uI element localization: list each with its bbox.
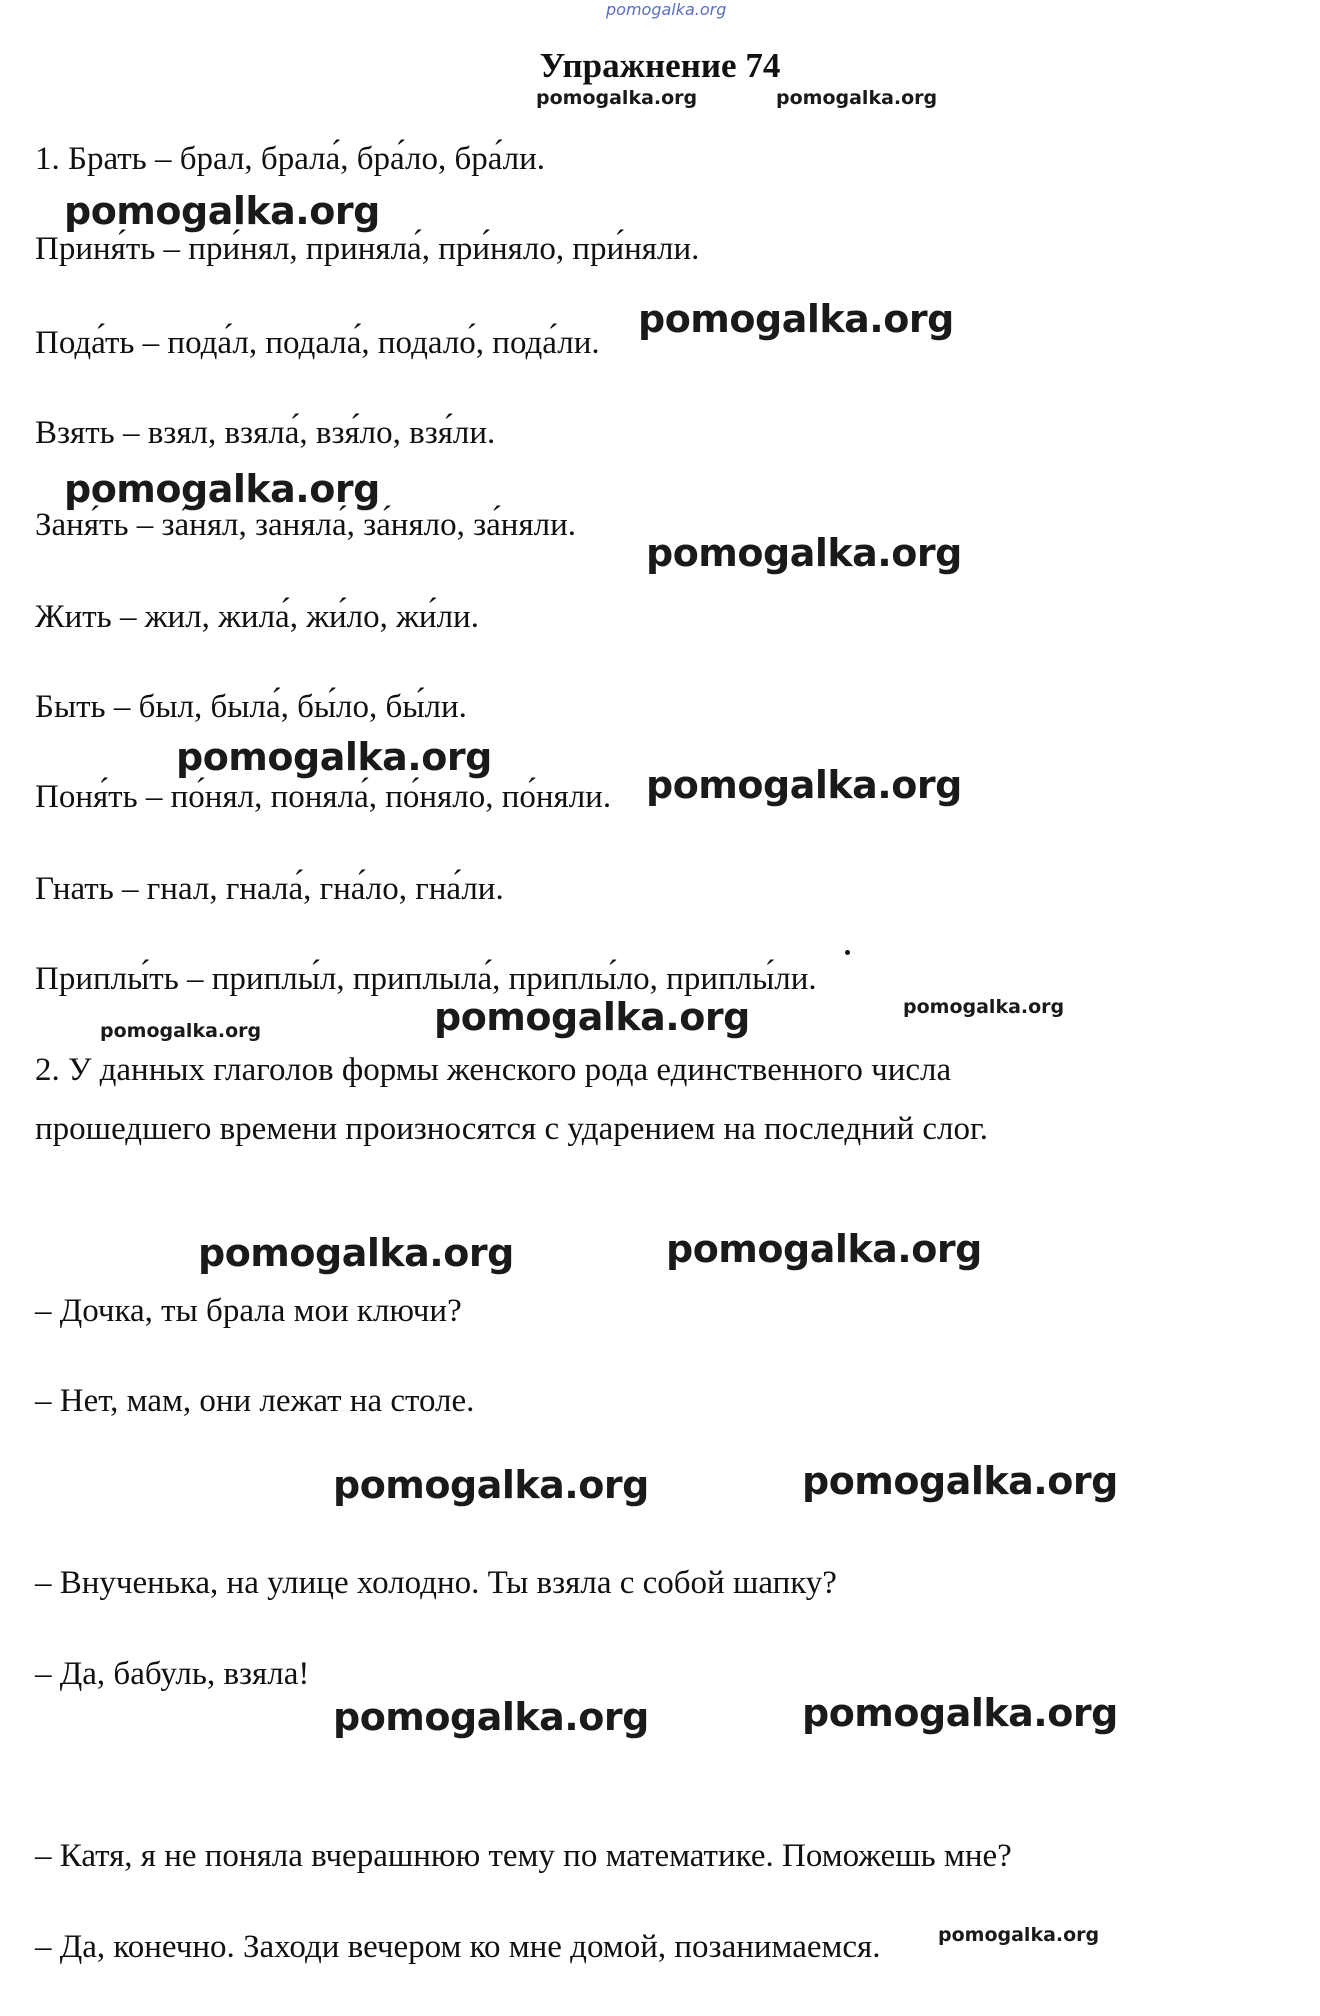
text-line: – Внученька, на улице холодно. Ты взяла с собой шапку? <box>35 1565 837 1601</box>
text-line: 1. Брать – брал, брала́, бра́ло, бра́ли. <box>35 141 546 177</box>
text-line: Приплы́ть – приплы́л, приплыла́, приплы́ло, приплы́ли. <box>35 961 817 997</box>
text-line: Приня́ть – при́нял, приняла́, при́няло, при́няли. <box>35 231 700 267</box>
text-line: Взять – взял, взяла́, взя́ло, взя́ли. <box>35 415 496 451</box>
watermark-large: pomogalka.org <box>666 1227 982 1271</box>
watermark-small: pomogalka.org <box>776 87 938 109</box>
watermark-small: pomogalka.org <box>903 996 1065 1018</box>
text-line: Поня́ть – по́нял, поняла́, по́няло, по́няли. <box>35 779 612 815</box>
watermark-large: pomogalka.org <box>198 1231 514 1275</box>
watermark-small: pomogalka.org <box>938 1924 1100 1946</box>
text-line: Быть – был, была́, бы́ло, бы́ли. <box>35 689 467 725</box>
text-line: – Да, конечно. Заходи вечером ко мне домой, позанимаемся. <box>35 1929 881 1965</box>
watermark-large: pomogalka.org <box>64 467 380 511</box>
text-line: Гнать – гнал, гнала́, гна́ло, гна́ли. <box>35 871 504 907</box>
text-line: – Да, бабуль, взяла! <box>35 1656 310 1692</box>
page-title: Упражнение 74 <box>539 46 781 85</box>
top-watermark: pomogalka.org <box>606 0 727 19</box>
watermark-small: pomogalka.org <box>536 87 698 109</box>
watermark-small: pomogalka.org <box>100 1020 262 1042</box>
watermark-large: pomogalka.org <box>333 1463 649 1507</box>
text-line: Заня́ть – за́нял, заняла́, за́няло, за́няли. <box>35 507 577 543</box>
watermark-large: pomogalka.org <box>646 763 962 807</box>
watermark-large: pomogalka.org <box>646 531 962 575</box>
watermark-large: pomogalka.org <box>176 735 492 779</box>
watermark-large: pomogalka.org <box>64 189 380 233</box>
watermark-large: pomogalka.org <box>434 995 750 1039</box>
text-line: – Катя, я не поняла вчерашнюю тему по математике. Поможешь мне? <box>35 1838 1012 1874</box>
text-line: 2. У данных глаголов формы женского рода единственного числа <box>35 1052 952 1088</box>
text-line: Жить – жил, жила́, жи́ло, жи́ли. <box>35 599 479 635</box>
watermark-large: pomogalka.org <box>802 1459 1118 1503</box>
watermark-large: pomogalka.org <box>333 1695 649 1739</box>
text-line: Пода́ть – пода́л, подала́, подало́, пода́ли. <box>35 325 600 361</box>
stray-dot <box>845 950 850 955</box>
text-line: – Нет, мам, они лежат на столе. <box>35 1383 475 1419</box>
watermark-large: pomogalka.org <box>802 1691 1118 1735</box>
text-line: – Дочка, ты брала мои ключи? <box>35 1293 462 1329</box>
text-line: прошедшего времени произносятся с ударением на последний слог. <box>35 1111 989 1147</box>
watermark-large: pomogalka.org <box>638 297 954 341</box>
